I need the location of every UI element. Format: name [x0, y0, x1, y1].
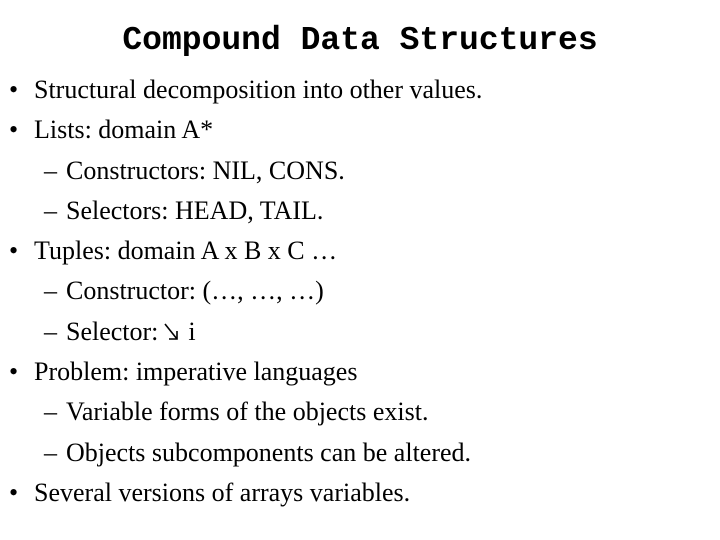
sub-bullet-text: Variable forms of the objects exist. — [66, 397, 429, 427]
slide-title: Compound Data Structures — [122, 22, 598, 59]
sub-bullet-text: Constructors: NIL, CONS. — [66, 155, 345, 185]
bullet-text: Tuples: domain A x B x C … — [34, 236, 338, 266]
sub-bullet-marker: – — [44, 155, 57, 185]
bullet-item — [0, 473, 720, 513]
sub-bullet-marker: – — [44, 316, 57, 346]
bullet-text: Lists: domain A* — [34, 115, 214, 145]
sub-bullet-marker: – — [44, 397, 57, 427]
bullet-marker: • — [9, 75, 19, 104]
sub-bullet-marker: – — [44, 195, 57, 225]
bullet-marker: • — [9, 236, 19, 266]
sub-bullet-item — [0, 151, 720, 191]
bullet-marker: • — [9, 477, 19, 507]
bullet-text: Several versions of arrays variables. — [34, 477, 411, 507]
sub-bullet-marker: – — [44, 276, 57, 306]
selector-label: Selector: — [66, 316, 159, 346]
sub-bullet-item — [0, 433, 720, 473]
bullet-marker: • — [9, 357, 19, 387]
bullet-item — [0, 110, 720, 150]
selector-index: i — [188, 316, 196, 346]
sub-bullet-text — [66, 312, 196, 352]
bullet-text: Structural decomposition into other values. — [34, 75, 483, 104]
bullet-item — [0, 70, 720, 110]
bullet-list — [0, 70, 720, 513]
sub-bullet-marker: – — [44, 437, 57, 467]
sub-bullet-text: Objects subcomponents can be altered. — [66, 437, 472, 467]
sub-bullet-item — [0, 312, 720, 352]
bullet-marker: • — [9, 115, 19, 145]
sub-bullet-item — [0, 392, 720, 432]
down-arrow-icon — [162, 321, 182, 343]
sub-bullet-item — [0, 271, 720, 311]
bullet-item — [0, 352, 720, 392]
sub-bullet-text: Constructor: (…, …, …) — [66, 276, 324, 306]
sub-bullet-text: Selectors: HEAD, TAIL. — [66, 195, 324, 225]
sub-bullet-item — [0, 191, 720, 231]
bullet-text: Problem: imperative languages — [34, 357, 358, 387]
bullet-item — [0, 231, 720, 271]
